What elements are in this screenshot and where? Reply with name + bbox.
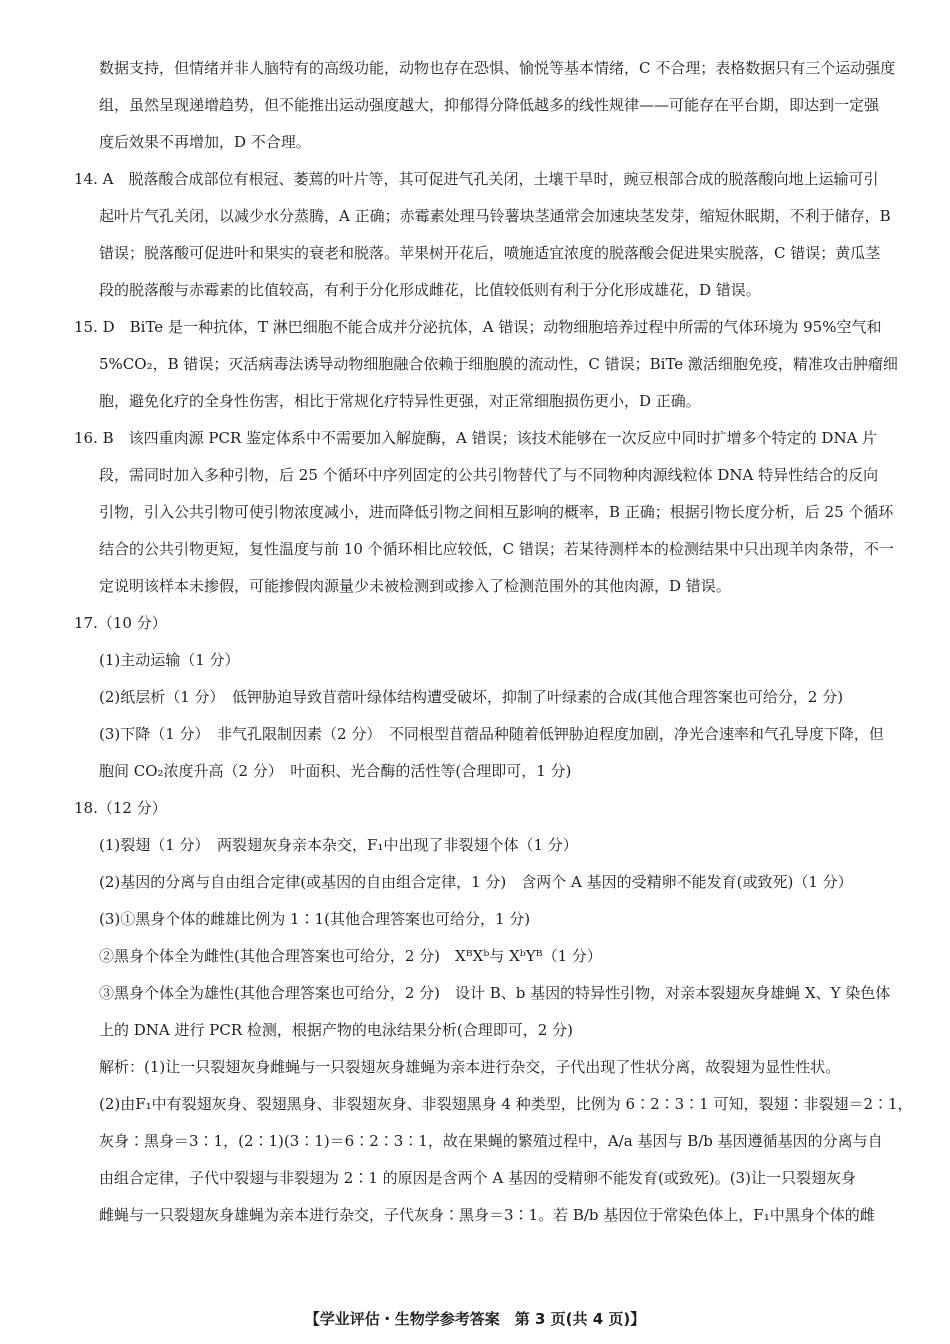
text-line: 段，需同时加入多种引物，后 25 个循环中序列固定的公共引物替代了与不同物种肉源线粒体 DNA 特异性结合的反向 bbox=[99, 466, 879, 484]
answer-17-heading: 17.（10 分） bbox=[74, 614, 167, 632]
text-line: 结合的公共引物更短，复性温度与前 10 个循环相比应较低，C 错误；若某待测样本的检测结果中只出现羊肉条带，不一 bbox=[99, 540, 894, 558]
text-line: (3)①黑身个体的雌雄比例为 1∶1(其他合理答案也可给分，1 分) bbox=[99, 910, 531, 928]
text-line: 引物，引入公共引物可使引物浓度减小，进而降低引物之间相互影响的概率，B 正确；根据引物长度分析，后 25 个循环 bbox=[99, 503, 894, 521]
text-line: 由组合定律，子代中裂翅与非裂翅为 2∶1 的原因是含两个 A 基因的受精卵不能发育(或致死)。(3)让一只裂翅灰身 bbox=[99, 1169, 856, 1187]
answer-16: 16. B 该四重肉源 PCR 鉴定体系中不需要加入解旋酶，A 错误；该技术能够在一次反应中同时扩增多个特定的 DNA 片 bbox=[74, 429, 878, 447]
text-line: 雌蝇与一只裂翅灰身雄蝇为亲本进行杂交，子代灰身∶黑身＝3∶1。若 B/b 基因位于常染色体上，F₁中黑身个体的雌 bbox=[99, 1206, 875, 1224]
text-line: 数据支持，但情绪并非人脑特有的高级功能，动物也存在恐惧、愉悦等基本情绪，C 不合理；表格数据只有三个运动强度 bbox=[99, 59, 896, 77]
text-line: 起叶片气孔关闭，以减少水分蒸腾，A 正确；赤霉素处理马铃薯块茎通常会加速块茎发芽，缩短休眠期，不利于储存，B bbox=[99, 207, 891, 225]
text-line: 上的 DNA 进行 PCR 检测，根据产物的电泳结果分析(合理即可，2 分) bbox=[99, 1021, 573, 1039]
answer-14: 14. A 脱落酸合成部位有根冠、萎蔫的叶片等，其可促进气孔关闭，土壤干旱时，豌豆根部合成的脱落酸向地上运输可引 bbox=[74, 170, 879, 188]
text-line: 组，虽然呈现递增趋势，但不能推出运动强度越大，抑郁得分降低越多的线性规律——可能存在平台期，即达到一定强 bbox=[99, 96, 880, 114]
text-line: (2)纸层析（1 分） 低钾胁迫导致苜蓿叶绿体结构遭受破坏，抑制了叶绿素的合成(其他合理答案也可给分，2 分) bbox=[99, 688, 844, 706]
text-line: 胞，避免化疗的全身性伤害，相比于常规化疗特异性更强，对正常细胞损伤更小，D 正确。 bbox=[99, 392, 701, 410]
text-line: (2)基因的分离与自由组合定律(或基因的自由组合定律，1 分) 含两个 A 基因的受精卵不能发育(或致死)（1 分） bbox=[99, 873, 853, 891]
text-line: 5%CO₂，B 错误；灭活病毒法诱导动物细胞融合依赖于细胞膜的流动性，C 错误；BiTe 激活细胞免疫，精准攻击肿瘤细 bbox=[99, 355, 898, 373]
text-line: 段的脱落酸与赤霉素的比值较高，有利于分化形成雌花，比值较低则有利于分化形成雄花，D 错误。 bbox=[99, 281, 761, 299]
text-line: (1)主动运输（1 分） bbox=[99, 651, 240, 669]
text-line: 胞间 CO₂浓度升高（2 分） 叶面积、光合酶的活性等(合理即可，1 分) bbox=[99, 762, 572, 780]
text-line: (1)裂翅（1 分） 两裂翅灰身亲本杂交，F₁中出现了非裂翅个体（1 分） bbox=[99, 836, 578, 854]
text-line: 错误；脱落酸可促进叶和果实的衰老和脱落。苹果树开花后，喷施适宜浓度的脱落酸会促进果实脱落，C 错误；黄瓜茎 bbox=[99, 244, 881, 262]
page-footer: 【学业评估・生物学参考答案 第 3 页(共 4 页)】 bbox=[304, 1310, 646, 1328]
text-line: (3)下降（1 分） 非气孔限制因素（2 分） 不同根型苜蓿品种随着低钾胁迫程度加剧，净光合速率和气孔导度下降，但 bbox=[99, 725, 884, 743]
answer-15: 15. D BiTe 是一种抗体，T 淋巴细胞不能合成并分泌抗体，A 错误；动物细胞培养过程中所需的气体环境为 95%空气和 bbox=[74, 318, 882, 336]
text-line: 灰身∶黑身＝3∶1，(2∶1)(3∶1)＝6∶2∶3∶1，故在果蝇的繁殖过程中，A/a 基因与 B/b 基因遵循基因的分离与自 bbox=[99, 1132, 883, 1150]
text-line: (2)由F₁中有裂翅灰身、裂翅黑身、非裂翅灰身、非裂翅黑身 4 种类型，比例为 6∶2∶3∶1 可知，裂翅∶非裂翅＝2∶1， bbox=[99, 1095, 913, 1113]
answer-18-heading: 18.（12 分） bbox=[74, 799, 167, 817]
text-line: 定说明该样本未掺假，可能掺假肉源量少未被检测到或掺入了检测范围外的其他肉源，D 错误。 bbox=[99, 577, 731, 595]
text-line: 度后效果不再增加，D 不合理。 bbox=[99, 133, 311, 151]
text-line: 解析：(1)让一只裂翅灰身雌蝇与一只裂翅灰身雄蝇为亲本进行杂交，子代出现了性状分离，故裂翅为显性性状。 bbox=[99, 1058, 841, 1076]
text-line: ③黑身个体全为雄性(其他合理答案也可给分，2 分) 设计 B、b 基因的特异性引物，对亲本裂翅灰身雄蝇 X、Y 染色体 bbox=[99, 984, 891, 1002]
text-line: ②黑身个体全为雌性(其他合理答案也可给分，2 分) XᴮXᵇ与 XᵇYᴮ（1 分） bbox=[99, 947, 602, 965]
